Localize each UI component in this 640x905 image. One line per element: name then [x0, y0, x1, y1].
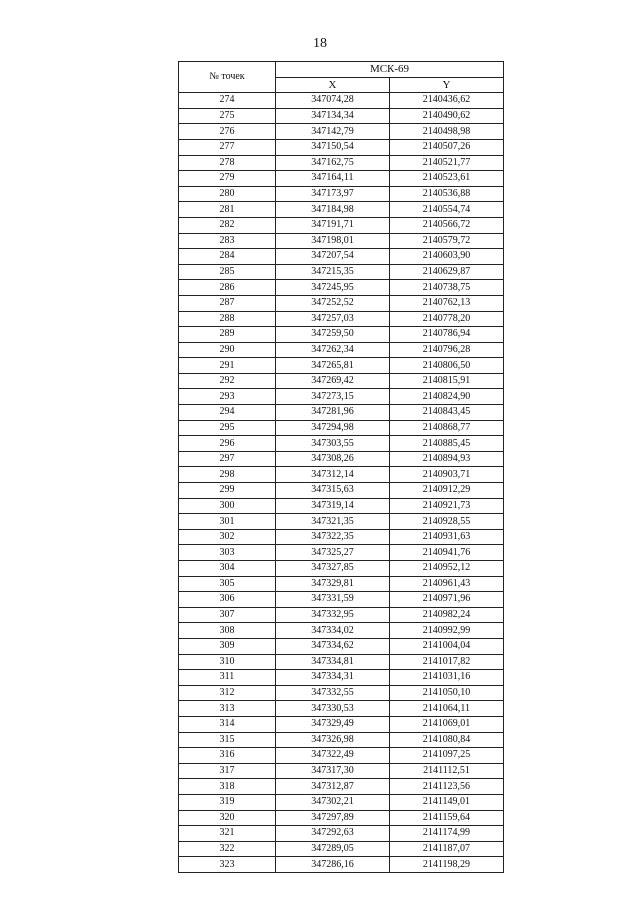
y-coordinate-cell: 2140498,98 — [390, 124, 504, 140]
y-coordinate-cell: 2140507,26 — [390, 139, 504, 155]
x-coordinate-cell: 347286,16 — [276, 857, 390, 873]
point-number-cell: 309 — [179, 638, 276, 654]
x-coordinate-cell: 347134,34 — [276, 108, 390, 124]
x-coordinate-cell: 347322,35 — [276, 529, 390, 545]
table-header — [179, 62, 504, 93]
point-number-cell: 300 — [179, 498, 276, 514]
x-coordinate-cell: 347207,54 — [276, 249, 390, 265]
y-coordinate-cell: 2140931,63 — [390, 529, 504, 545]
point-number-cell: 299 — [179, 483, 276, 499]
y-coordinate-cell: 2141080,84 — [390, 732, 504, 748]
x-coordinate-cell: 347334,02 — [276, 623, 390, 639]
x-coordinate-cell: 347332,55 — [276, 685, 390, 701]
y-coordinate-cell: 2141159,64 — [390, 810, 504, 826]
table-row — [179, 779, 504, 795]
x-coordinate-cell: 347257,03 — [276, 311, 390, 327]
table-row — [179, 685, 504, 701]
y-coordinate-cell: 2140992,99 — [390, 623, 504, 639]
x-coordinate-cell: 347164,11 — [276, 171, 390, 187]
header-point-number: № точек — [179, 62, 276, 93]
y-coordinate-cell: 2141149,01 — [390, 794, 504, 810]
table-row — [179, 483, 504, 499]
table-row — [179, 794, 504, 810]
table-row — [179, 810, 504, 826]
x-coordinate-cell: 347327,85 — [276, 561, 390, 577]
point-number-cell: 294 — [179, 405, 276, 421]
y-coordinate-cell: 2141069,01 — [390, 716, 504, 732]
y-coordinate-cell: 2141112,51 — [390, 763, 504, 779]
point-number-cell: 312 — [179, 685, 276, 701]
y-coordinate-cell: 2140806,50 — [390, 358, 504, 374]
x-coordinate-cell: 347317,30 — [276, 763, 390, 779]
table-row — [179, 249, 504, 265]
point-number-cell: 322 — [179, 841, 276, 857]
table-row — [179, 592, 504, 608]
x-coordinate-cell: 347273,15 — [276, 389, 390, 405]
y-coordinate-cell: 2140523,61 — [390, 171, 504, 187]
point-number-cell: 281 — [179, 202, 276, 218]
point-number-cell: 302 — [179, 529, 276, 545]
y-coordinate-cell: 2141031,16 — [390, 670, 504, 686]
point-number-cell: 320 — [179, 810, 276, 826]
x-coordinate-cell: 347302,21 — [276, 794, 390, 810]
x-coordinate-cell: 347312,87 — [276, 779, 390, 795]
y-coordinate-cell: 2140868,77 — [390, 420, 504, 436]
y-coordinate-cell: 2140894,93 — [390, 451, 504, 467]
x-coordinate-cell: 347191,71 — [276, 217, 390, 233]
point-number-cell: 321 — [179, 826, 276, 842]
x-coordinate-cell: 347150,54 — [276, 139, 390, 155]
point-number-cell: 296 — [179, 436, 276, 452]
x-coordinate-cell: 347334,81 — [276, 654, 390, 670]
point-number-cell: 287 — [179, 295, 276, 311]
x-coordinate-cell: 347319,14 — [276, 498, 390, 514]
y-coordinate-cell: 2140566,72 — [390, 217, 504, 233]
table-row — [179, 420, 504, 436]
table-row — [179, 405, 504, 421]
point-number-cell: 289 — [179, 327, 276, 343]
table-row — [179, 233, 504, 249]
table-row — [179, 202, 504, 218]
table-row — [179, 529, 504, 545]
x-coordinate-cell: 347315,63 — [276, 483, 390, 499]
point-number-cell: 297 — [179, 451, 276, 467]
y-coordinate-cell: 2141050,10 — [390, 685, 504, 701]
point-number-cell: 305 — [179, 576, 276, 592]
point-number-cell: 306 — [179, 592, 276, 608]
table-row — [179, 841, 504, 857]
point-number-cell: 315 — [179, 732, 276, 748]
x-coordinate-cell: 347308,26 — [276, 451, 390, 467]
x-coordinate-cell: 347292,63 — [276, 826, 390, 842]
header-x: X — [276, 77, 390, 93]
y-coordinate-cell: 2140952,12 — [390, 561, 504, 577]
x-coordinate-cell: 347281,96 — [276, 405, 390, 421]
y-coordinate-cell: 2140815,91 — [390, 373, 504, 389]
page-number: 18 — [313, 36, 327, 51]
point-number-cell: 301 — [179, 514, 276, 530]
x-coordinate-cell: 347329,49 — [276, 716, 390, 732]
point-number-cell: 308 — [179, 623, 276, 639]
point-number-cell: 310 — [179, 654, 276, 670]
coordinates-table — [178, 61, 504, 873]
table-row — [179, 857, 504, 873]
point-number-cell: 278 — [179, 155, 276, 171]
table-row — [179, 748, 504, 764]
y-coordinate-cell: 2140971,96 — [390, 592, 504, 608]
table-row — [179, 638, 504, 654]
table-row — [179, 498, 504, 514]
point-number-cell: 293 — [179, 389, 276, 405]
y-coordinate-cell: 2140903,71 — [390, 467, 504, 483]
point-number-cell: 280 — [179, 186, 276, 202]
y-coordinate-cell: 2140912,29 — [390, 483, 504, 499]
table-row — [179, 186, 504, 202]
point-number-cell: 318 — [179, 779, 276, 795]
x-coordinate-cell: 347326,98 — [276, 732, 390, 748]
point-number-cell: 277 — [179, 139, 276, 155]
table-row — [179, 607, 504, 623]
y-coordinate-cell: 2140579,72 — [390, 233, 504, 249]
table-row — [179, 436, 504, 452]
y-coordinate-cell: 2140786,94 — [390, 327, 504, 343]
x-coordinate-cell: 347245,95 — [276, 280, 390, 296]
table-row — [179, 701, 504, 717]
point-number-cell: 288 — [179, 311, 276, 327]
y-coordinate-cell: 2140536,88 — [390, 186, 504, 202]
table-row — [179, 358, 504, 374]
y-coordinate-cell: 2141097,25 — [390, 748, 504, 764]
point-number-cell: 298 — [179, 467, 276, 483]
y-coordinate-cell: 2140982,24 — [390, 607, 504, 623]
point-number-cell: 316 — [179, 748, 276, 764]
table-row — [179, 342, 504, 358]
y-coordinate-cell: 2140941,76 — [390, 545, 504, 561]
y-coordinate-cell: 2141174,99 — [390, 826, 504, 842]
x-coordinate-cell: 347332,95 — [276, 607, 390, 623]
y-coordinate-cell: 2140603,90 — [390, 249, 504, 265]
table-row — [179, 373, 504, 389]
y-coordinate-cell: 2140762,13 — [390, 295, 504, 311]
point-number-cell: 304 — [179, 561, 276, 577]
table-row — [179, 311, 504, 327]
x-coordinate-cell: 347322,49 — [276, 748, 390, 764]
point-number-cell: 292 — [179, 373, 276, 389]
x-coordinate-cell: 347329,81 — [276, 576, 390, 592]
x-coordinate-cell: 347252,52 — [276, 295, 390, 311]
point-number-cell: 323 — [179, 857, 276, 873]
x-coordinate-cell: 347297,89 — [276, 810, 390, 826]
table-row — [179, 451, 504, 467]
table-row — [179, 514, 504, 530]
x-coordinate-cell: 347330,53 — [276, 701, 390, 717]
x-coordinate-cell: 347294,98 — [276, 420, 390, 436]
y-coordinate-cell: 2141198,29 — [390, 857, 504, 873]
point-number-cell: 274 — [179, 93, 276, 109]
point-number-cell: 276 — [179, 124, 276, 140]
y-coordinate-cell: 2140490,62 — [390, 108, 504, 124]
table-row — [179, 732, 504, 748]
x-coordinate-cell: 347262,34 — [276, 342, 390, 358]
point-number-cell: 317 — [179, 763, 276, 779]
y-coordinate-cell: 2140554,74 — [390, 202, 504, 218]
x-coordinate-cell: 347198,01 — [276, 233, 390, 249]
table-row — [179, 108, 504, 124]
point-number-cell: 303 — [179, 545, 276, 561]
x-coordinate-cell: 347215,35 — [276, 264, 390, 280]
point-number-cell: 279 — [179, 171, 276, 187]
x-coordinate-cell: 347303,55 — [276, 436, 390, 452]
x-coordinate-cell: 347184,98 — [276, 202, 390, 218]
table-row — [179, 139, 504, 155]
point-number-cell: 314 — [179, 716, 276, 732]
table-row — [179, 327, 504, 343]
y-coordinate-cell: 2141017,82 — [390, 654, 504, 670]
table-row — [179, 217, 504, 233]
table-row — [179, 264, 504, 280]
point-number-cell: 286 — [179, 280, 276, 296]
y-coordinate-cell: 2140436,62 — [390, 93, 504, 109]
table-body — [179, 93, 504, 873]
y-coordinate-cell: 2140521,77 — [390, 155, 504, 171]
table-row — [179, 295, 504, 311]
table-row — [179, 654, 504, 670]
header-row-top — [179, 62, 504, 78]
table-row — [179, 826, 504, 842]
y-coordinate-cell: 2141064,11 — [390, 701, 504, 717]
table-row — [179, 93, 504, 109]
x-coordinate-cell: 347173,97 — [276, 186, 390, 202]
y-coordinate-cell: 2141187,07 — [390, 841, 504, 857]
table-row — [179, 545, 504, 561]
point-number-cell: 284 — [179, 249, 276, 265]
x-coordinate-cell: 347325,27 — [276, 545, 390, 561]
y-coordinate-cell: 2140843,45 — [390, 405, 504, 421]
table-row — [179, 716, 504, 732]
point-number-cell: 291 — [179, 358, 276, 374]
point-number-cell: 285 — [179, 264, 276, 280]
x-coordinate-cell: 347334,31 — [276, 670, 390, 686]
point-number-cell: 282 — [179, 217, 276, 233]
table-row — [179, 155, 504, 171]
y-coordinate-cell: 2141004,04 — [390, 638, 504, 654]
point-number-cell: 313 — [179, 701, 276, 717]
y-coordinate-cell: 2140778,20 — [390, 311, 504, 327]
point-number-cell: 283 — [179, 233, 276, 249]
y-coordinate-cell: 2140928,55 — [390, 514, 504, 530]
point-number-cell: 295 — [179, 420, 276, 436]
y-coordinate-cell: 2140961,43 — [390, 576, 504, 592]
y-coordinate-cell: 2140824,90 — [390, 389, 504, 405]
y-coordinate-cell: 2140921,73 — [390, 498, 504, 514]
x-coordinate-cell: 347334,62 — [276, 638, 390, 654]
y-coordinate-cell: 2140885,45 — [390, 436, 504, 452]
point-number-cell: 290 — [179, 342, 276, 358]
table-row — [179, 576, 504, 592]
table-row — [179, 670, 504, 686]
table-row — [179, 763, 504, 779]
header-coordinate-system: МСК-69 — [276, 62, 504, 78]
y-coordinate-cell: 2140738,75 — [390, 280, 504, 296]
x-coordinate-cell: 347142,79 — [276, 124, 390, 140]
y-coordinate-cell: 2141123,56 — [390, 779, 504, 795]
x-coordinate-cell: 347259,50 — [276, 327, 390, 343]
table-row — [179, 389, 504, 405]
x-coordinate-cell: 347289,05 — [276, 841, 390, 857]
table-row — [179, 561, 504, 577]
x-coordinate-cell: 347331,59 — [276, 592, 390, 608]
table-row — [179, 280, 504, 296]
table-row — [179, 124, 504, 140]
x-coordinate-cell: 347162,75 — [276, 155, 390, 171]
header-y: Y — [390, 77, 504, 93]
point-number-cell: 275 — [179, 108, 276, 124]
table-row — [179, 467, 504, 483]
table-row — [179, 623, 504, 639]
x-coordinate-cell: 347265,81 — [276, 358, 390, 374]
x-coordinate-cell: 347269,42 — [276, 373, 390, 389]
y-coordinate-cell: 2140629,87 — [390, 264, 504, 280]
point-number-cell: 307 — [179, 607, 276, 623]
x-coordinate-cell: 347074,28 — [276, 93, 390, 109]
table-row — [179, 171, 504, 187]
y-coordinate-cell: 2140796,28 — [390, 342, 504, 358]
x-coordinate-cell: 347321,35 — [276, 514, 390, 530]
x-coordinate-cell: 347312,14 — [276, 467, 390, 483]
point-number-cell: 319 — [179, 794, 276, 810]
point-number-cell: 311 — [179, 670, 276, 686]
